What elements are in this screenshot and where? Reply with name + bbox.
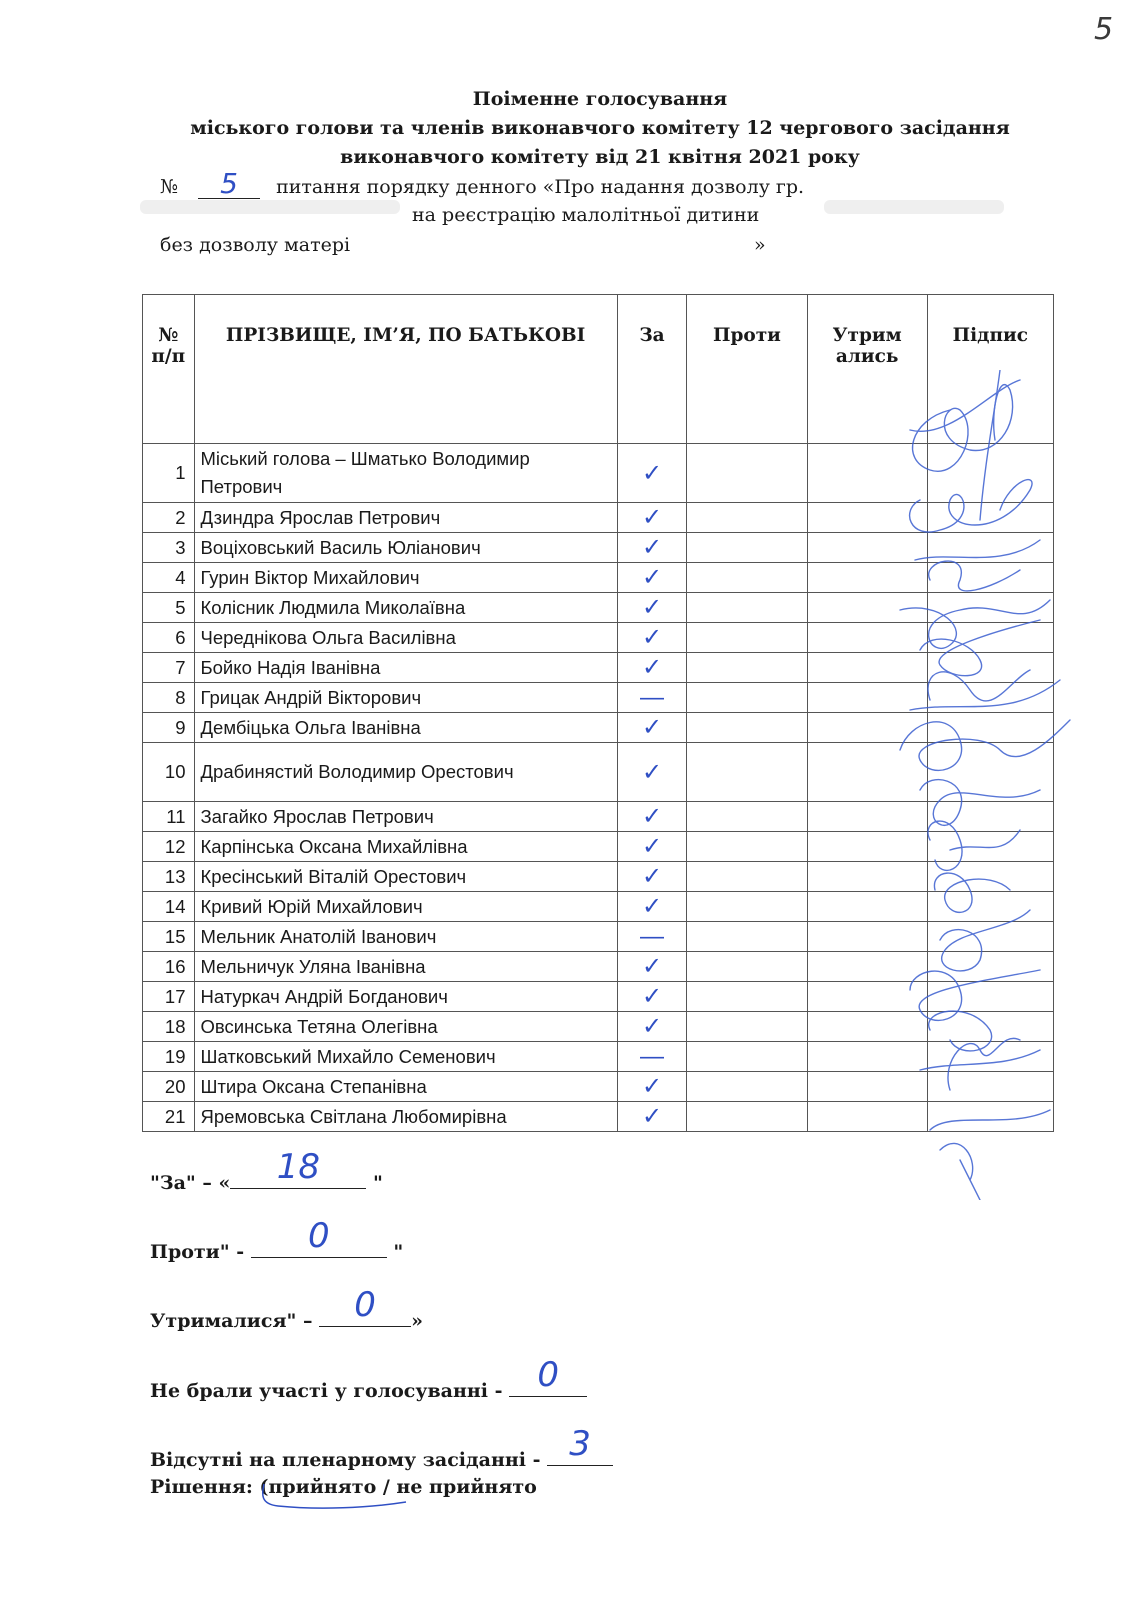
row-proty xyxy=(687,862,807,892)
row-za-mark: ✓ xyxy=(617,1072,687,1102)
total-utr-blank xyxy=(319,1285,411,1327)
row-name: Шатковський Михайло Семенович xyxy=(194,1042,617,1072)
table-row xyxy=(143,1072,1054,1102)
total-utr-close: » xyxy=(411,1310,423,1332)
vote-table xyxy=(142,294,1054,1132)
subject-line-1-text: питання порядку денного «Про надання дозволу гр. xyxy=(276,176,805,198)
row-name: Кресінський Віталій Орестович xyxy=(194,862,617,892)
row-proty xyxy=(687,1102,807,1132)
table-row xyxy=(143,862,1054,892)
row-proty xyxy=(687,713,807,743)
subject-num-prefix: № xyxy=(160,176,178,198)
subject-num-blank xyxy=(198,167,260,200)
table-row xyxy=(143,444,1054,503)
row-signature xyxy=(927,623,1053,653)
row-za-mark: ✓ xyxy=(617,533,687,563)
subject-line-3 xyxy=(160,234,766,256)
total-ne-brali-blank xyxy=(509,1355,587,1397)
row-za-mark: — xyxy=(617,1042,687,1072)
total-ne-brali-label: Не брали участі у голосуванні - xyxy=(150,1380,510,1402)
row-name: Натуркач Андрій Богданович xyxy=(194,982,617,1012)
row-proty xyxy=(687,593,807,623)
row-signature xyxy=(927,593,1053,623)
row-signature xyxy=(927,892,1053,922)
row-num: 21 xyxy=(143,1102,195,1132)
page-number-mark: 5 xyxy=(1094,12,1114,47)
row-num: 7 xyxy=(143,653,195,683)
row-za-mark: ✓ xyxy=(617,832,687,862)
row-proty xyxy=(687,922,807,952)
total-utr-label: Утрималися" – xyxy=(150,1310,320,1332)
row-utrym xyxy=(807,623,927,653)
row-num: 1 xyxy=(143,444,195,503)
row-signature xyxy=(927,743,1053,802)
row-signature xyxy=(927,1042,1053,1072)
row-za-mark: ✓ xyxy=(617,862,687,892)
row-name: Штира Оксана Степанівна xyxy=(194,1072,617,1102)
total-proty-value: 0 xyxy=(307,1216,330,1256)
table-row xyxy=(143,653,1054,683)
total-proty-label: Проти" - xyxy=(150,1241,251,1263)
row-za-mark: ✓ xyxy=(617,1012,687,1042)
row-signature xyxy=(927,922,1053,952)
table-row xyxy=(143,533,1054,563)
row-signature xyxy=(927,444,1053,503)
row-proty xyxy=(687,1012,807,1042)
total-vidsutni-blank xyxy=(547,1424,613,1466)
table-row xyxy=(143,593,1054,623)
total-vidsutni-label: Відсутні на пленарному засіданні - xyxy=(150,1449,548,1471)
table-row xyxy=(143,1012,1054,1042)
doc-title-line-3: виконавчого комітету від 21 квітня 2021 року xyxy=(340,146,860,168)
row-num: 9 xyxy=(143,713,195,743)
row-num: 11 xyxy=(143,802,195,832)
row-name: Гурин Віктор Михайлович xyxy=(194,563,617,593)
row-za-mark: ✓ xyxy=(617,653,687,683)
row-name: Дембіцька Ольга Іванівна xyxy=(194,713,617,743)
row-utrym xyxy=(807,922,927,952)
row-utrym xyxy=(807,952,927,982)
row-num: 6 xyxy=(143,623,195,653)
table-row xyxy=(143,563,1054,593)
row-signature xyxy=(927,713,1053,743)
row-num: 5 xyxy=(143,593,195,623)
total-za xyxy=(150,1147,383,1194)
row-za-mark: ✓ xyxy=(617,563,687,593)
decision-underline-mark xyxy=(258,1474,408,1510)
total-za-value: 18 xyxy=(276,1147,321,1187)
row-name: Мельник Анатолій Іванович xyxy=(194,922,617,952)
row-za-mark: ✓ xyxy=(617,713,687,743)
total-proty xyxy=(150,1216,404,1263)
row-signature xyxy=(927,982,1053,1012)
table-row xyxy=(143,683,1054,713)
row-proty xyxy=(687,533,807,563)
table-row xyxy=(143,922,1054,952)
row-utrym xyxy=(807,1012,927,1042)
row-signature xyxy=(927,952,1053,982)
redaction xyxy=(140,200,400,214)
row-proty xyxy=(687,444,807,503)
row-name: Драбинястий Володимир Орестович xyxy=(194,743,617,802)
row-proty xyxy=(687,623,807,653)
row-num: 19 xyxy=(143,1042,195,1072)
row-za-mark: ✓ xyxy=(617,743,687,802)
row-name: Міський голова – Шматько Володимир Петрович xyxy=(194,444,617,503)
row-num: 8 xyxy=(143,683,195,713)
row-proty xyxy=(687,982,807,1012)
row-za-mark: ✓ xyxy=(617,444,687,503)
table-row xyxy=(143,503,1054,533)
row-utrym xyxy=(807,1072,927,1102)
row-signature xyxy=(927,832,1053,862)
row-proty xyxy=(687,892,807,922)
row-signature xyxy=(927,533,1053,563)
table-row xyxy=(143,1042,1054,1072)
row-name: Кривий Юрій Михайлович xyxy=(194,892,617,922)
row-proty xyxy=(687,653,807,683)
row-utrym xyxy=(807,802,927,832)
row-proty xyxy=(687,563,807,593)
row-num: 15 xyxy=(143,922,195,952)
row-num: 17 xyxy=(143,982,195,1012)
total-ne-brali xyxy=(150,1355,587,1402)
col-header-pidpys: Підпис xyxy=(927,295,1053,444)
vote-table-header xyxy=(143,295,1054,444)
row-utrym xyxy=(807,533,927,563)
redaction xyxy=(824,200,1004,214)
total-proty-close: " xyxy=(386,1241,404,1263)
row-utrym xyxy=(807,593,927,623)
col-header-za: За xyxy=(617,295,687,444)
row-utrym xyxy=(807,503,927,533)
row-name: Дзиндра Ярослав Петрович xyxy=(194,503,617,533)
row-num: 2 xyxy=(143,503,195,533)
subject-line-2: на реєстрацію малолітньої дитини xyxy=(412,204,760,226)
row-signature xyxy=(927,1072,1053,1102)
row-za-mark: ✓ xyxy=(617,982,687,1012)
total-ne-brali-value: 0 xyxy=(537,1355,559,1395)
row-utrym xyxy=(807,1102,927,1132)
rishennia-label: Рішення: xyxy=(150,1476,260,1498)
row-za-mark: — xyxy=(617,683,687,713)
row-signature xyxy=(927,683,1053,713)
row-proty xyxy=(687,952,807,982)
row-signature xyxy=(927,802,1053,832)
row-name: Загайко Ярослав Петрович xyxy=(194,802,617,832)
row-proty xyxy=(687,503,807,533)
row-za-mark: ✓ xyxy=(617,503,687,533)
col-header-utrym: Утрим ались xyxy=(807,295,927,444)
col-header-num: № п/п xyxy=(143,295,195,444)
row-za-mark: ✓ xyxy=(617,892,687,922)
row-proty xyxy=(687,683,807,713)
total-za-blank xyxy=(230,1147,366,1189)
table-row xyxy=(143,713,1054,743)
row-utrym xyxy=(807,743,927,802)
subject-line-3-close: » xyxy=(754,234,766,256)
total-za-close: " xyxy=(366,1172,383,1194)
row-utrym xyxy=(807,444,927,503)
row-num: 16 xyxy=(143,952,195,982)
row-signature xyxy=(927,862,1053,892)
row-utrym xyxy=(807,1042,927,1072)
subject-num-value: 5 xyxy=(220,167,238,200)
vote-table-body xyxy=(143,444,1054,1132)
row-proty xyxy=(687,743,807,802)
col-header-proty: Проти xyxy=(687,295,807,444)
row-name: Овсинська Тетяна Олегівна xyxy=(194,1012,617,1042)
doc-title-line-2: міського голови та членів виконавчого комітету 12 чергового засідання xyxy=(190,117,1010,139)
row-utrym xyxy=(807,892,927,922)
row-utrym xyxy=(807,862,927,892)
table-row xyxy=(143,802,1054,832)
row-num: 20 xyxy=(143,1072,195,1102)
row-utrym xyxy=(807,563,927,593)
row-num: 10 xyxy=(143,743,195,802)
row-name: Карпінська Оксана Михайлівна xyxy=(194,832,617,862)
row-proty xyxy=(687,1042,807,1072)
row-za-mark: ✓ xyxy=(617,593,687,623)
row-signature xyxy=(927,1102,1053,1132)
row-signature xyxy=(927,563,1053,593)
row-num: 13 xyxy=(143,862,195,892)
row-signature xyxy=(927,503,1053,533)
row-num: 4 xyxy=(143,563,195,593)
row-utrym xyxy=(807,982,927,1012)
row-utrym xyxy=(807,653,927,683)
table-row xyxy=(143,952,1054,982)
row-num: 14 xyxy=(143,892,195,922)
col-header-name: ПРІЗВИЩЕ, ІМ’Я, ПО БАТЬКОВІ xyxy=(194,295,617,444)
row-za-mark: ✓ xyxy=(617,802,687,832)
row-za-mark: ✓ xyxy=(617,952,687,982)
total-vidsutni xyxy=(150,1424,613,1471)
row-num: 3 xyxy=(143,533,195,563)
row-name: Бойко Надія Іванівна xyxy=(194,653,617,683)
rishennia-value: (прийнято / не прийнято xyxy=(259,1476,537,1498)
row-za-mark: ✓ xyxy=(617,623,687,653)
row-signature xyxy=(927,1012,1053,1042)
table-row xyxy=(143,892,1054,922)
row-name: Мельничук Уляна Іванівна xyxy=(194,952,617,982)
row-za-mark: ✓ xyxy=(617,1102,687,1132)
subject-line-3-text: без дозволу матері xyxy=(160,234,351,256)
row-utrym xyxy=(807,683,927,713)
row-name: Воціховський Василь Юліанович xyxy=(194,533,617,563)
subject-line-1 xyxy=(160,167,805,200)
row-name: Череднікова Ольга Василівна xyxy=(194,623,617,653)
row-za-mark: — xyxy=(617,922,687,952)
total-vidsutni-value: 3 xyxy=(569,1424,591,1464)
total-za-label: "За" – « xyxy=(150,1172,231,1194)
row-num: 18 xyxy=(143,1012,195,1042)
row-name: Грицак Андрій Вікторович xyxy=(194,683,617,713)
row-name: Колісник Людмила Миколаївна xyxy=(194,593,617,623)
total-utr-value: 0 xyxy=(354,1285,376,1325)
row-proty xyxy=(687,1072,807,1102)
total-proty-blank xyxy=(251,1216,387,1258)
total-utrymalysia xyxy=(150,1285,423,1332)
table-row xyxy=(143,832,1054,862)
row-proty xyxy=(687,802,807,832)
row-signature xyxy=(927,653,1053,683)
row-utrym xyxy=(807,713,927,743)
row-proty xyxy=(687,832,807,862)
table-row xyxy=(143,982,1054,1012)
row-num: 12 xyxy=(143,832,195,862)
row-utrym xyxy=(807,832,927,862)
table-row xyxy=(143,743,1054,802)
table-row xyxy=(143,1102,1054,1132)
doc-title-line-1: Поіменне голосування xyxy=(472,88,728,110)
row-name: Яремовська Світлана Любомирівна xyxy=(194,1102,617,1132)
table-row xyxy=(143,623,1054,653)
